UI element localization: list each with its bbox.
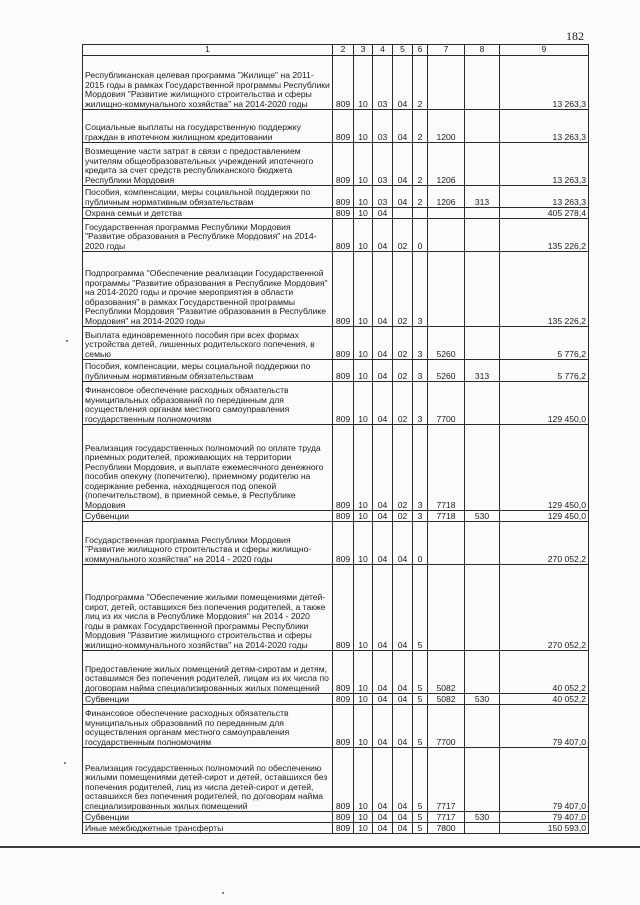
row-name-cell: Социальные выплаты на государственную поддержку граждан в ипотечном жилищном кредитовании — [83, 110, 333, 143]
row-code-cell: 809 — [333, 252, 354, 327]
row-code-cell: 10 — [354, 252, 373, 327]
row-code-cell: 10 — [354, 208, 373, 219]
row-sum-cell: 79 407,0 — [500, 748, 589, 812]
row-code-cell: 04 — [373, 382, 393, 425]
row-name-cell: Финансовое обеспечение расходных обязательств муниципальных образований по переданным для осуществления органам местного самоуправления государственным полномочиям — [83, 382, 333, 425]
row-code-cell: 02 — [393, 252, 413, 327]
row-code-cell — [428, 565, 465, 651]
row-name-cell: Пособия, компенсации, меры социальной поддержки по публичным нормативным обязательствам — [83, 360, 333, 382]
table-row — [83, 252, 589, 327]
row-code-cell: 809 — [333, 651, 354, 694]
row-code-cell: 530 — [465, 812, 500, 823]
row-name-cell: Республиканская целевая программа "Жилище" на 2011-2015 годы в рамках Государственной программы Республики Мордовия "Развитие жилищного строительства и сферы жилищно-коммунального хозяйства" на 2014-2020 годы — [83, 56, 333, 110]
row-sum-cell: 5 776,2 — [500, 327, 589, 360]
row-code-cell — [428, 208, 465, 219]
row-name-cell: Реализация государственных полномочий по обеспечению жилыми помещениями детей-сирот и детей, оставшихся без попечения родителей, лиц из числа детей-сирот и детей, оставшихся без попечения родителей, по договорам найма специализированных жилых помещений — [83, 748, 333, 812]
row-sum-cell: 40 052,2 — [500, 694, 589, 705]
row-code-cell: 5 — [413, 651, 428, 694]
row-code-cell: 5260 — [428, 360, 465, 382]
row-code-cell: 04 — [373, 565, 393, 651]
row-code-cell: 809 — [333, 511, 354, 522]
bottom-rule — [0, 846, 640, 848]
row-code-cell: 03 — [373, 186, 393, 208]
row-sum-cell: 129 450,0 — [500, 382, 589, 425]
row-code-cell: 530 — [465, 511, 500, 522]
row-sum-cell: 40 052,2 — [500, 651, 589, 694]
row-sum-cell: 5 776,2 — [500, 360, 589, 382]
row-code-cell: 02 — [393, 425, 413, 511]
row-code-cell: 02 — [393, 360, 413, 382]
row-code-cell: 809 — [333, 382, 354, 425]
row-code-cell: 04 — [393, 110, 413, 143]
row-name-cell: Государственная программа Республики Мордовия "Развитие образования в Республике Мордовия" на 2014-2020 годы — [83, 219, 333, 252]
row-code-cell: 313 — [465, 186, 500, 208]
table-row — [83, 812, 589, 823]
row-code-cell: 04 — [373, 748, 393, 812]
table-row — [83, 748, 589, 812]
row-code-cell: 3 — [413, 360, 428, 382]
row-code-cell: 5 — [413, 812, 428, 823]
row-code-cell: 04 — [393, 823, 413, 834]
row-code-cell: 10 — [354, 219, 373, 252]
row-code-cell: 2 — [413, 186, 428, 208]
row-code-cell: 10 — [354, 748, 373, 812]
row-code-cell — [465, 705, 500, 748]
row-sum-cell: 79 407,0 — [500, 812, 589, 823]
row-code-cell: 04 — [373, 522, 393, 565]
row-code-cell: 04 — [393, 143, 413, 186]
row-name-cell: Подпрограмма "Обеспечение жилыми помещениями детей-сирот, детей, оставшихся без попечения родителей, а также лиц из их числа в Республике Мордовия" на 2014 - 2020 годы в рамках Государственной программы Республики Мордовия "Развитие жилищного строительства и сферы жилищно-коммунального хозяйства" на 2014-2020 годы — [83, 565, 333, 651]
row-code-cell: 3 — [413, 425, 428, 511]
row-code-cell: 02 — [393, 511, 413, 522]
row-code-cell: 5 — [413, 705, 428, 748]
column-header: 3 — [354, 45, 373, 56]
row-code-cell: 7718 — [428, 425, 465, 511]
row-name-cell: Иные межбюджетные трансферты — [83, 823, 333, 834]
row-code-cell: 04 — [373, 425, 393, 511]
row-code-cell — [393, 208, 413, 219]
row-code-cell — [413, 208, 428, 219]
row-sum-cell: 13 263,3 — [500, 56, 589, 110]
column-header: 7 — [428, 45, 465, 56]
row-code-cell: 10 — [354, 522, 373, 565]
row-code-cell: 04 — [373, 812, 393, 823]
row-code-cell: 04 — [393, 812, 413, 823]
row-code-cell — [465, 425, 500, 511]
row-name-cell: Подпрограмма "Обеспечение реализации Государственной программы "Развитие образования в Республике Мордовия" на 2014-2020 годы и прочие мероприятия в области образования" в рамках Государственной программы Республики Мордовия "Развитие образования в Республике Мордовия" на 2014-2020 годы — [83, 252, 333, 327]
table-row — [83, 360, 589, 382]
row-code-cell — [465, 252, 500, 327]
row-code-cell: 809 — [333, 812, 354, 823]
row-name-cell: Государственная программа Республики Мордовия "Развитие жилищного строительства и сферы жилищно-коммунального хозяйства" на 2014 - 2020 годы — [83, 522, 333, 565]
row-code-cell: 1206 — [428, 186, 465, 208]
column-header: 5 — [393, 45, 413, 56]
row-code-cell: 313 — [465, 360, 500, 382]
table-row — [83, 219, 589, 252]
row-code-cell: 10 — [354, 186, 373, 208]
row-code-cell — [465, 651, 500, 694]
scan-speck — [66, 340, 68, 342]
row-code-cell: 04 — [373, 327, 393, 360]
row-code-cell: 809 — [333, 143, 354, 186]
row-code-cell: 809 — [333, 327, 354, 360]
row-code-cell: 03 — [373, 56, 393, 110]
row-name-cell: Выплата единовременного пособия при всех формах устройства детей, лишенных родительского попечения, в семью — [83, 327, 333, 360]
table-header-row — [83, 45, 589, 56]
table-row — [83, 327, 589, 360]
table-row — [83, 186, 589, 208]
row-code-cell: 809 — [333, 186, 354, 208]
table-row — [83, 522, 589, 565]
row-sum-cell: 270 052,2 — [500, 565, 589, 651]
row-code-cell — [465, 565, 500, 651]
row-code-cell: 3 — [413, 252, 428, 327]
row-code-cell: 10 — [354, 56, 373, 110]
column-header: 2 — [333, 45, 354, 56]
row-code-cell: 809 — [333, 705, 354, 748]
row-code-cell: 809 — [333, 208, 354, 219]
row-sum-cell: 13 263,3 — [500, 143, 589, 186]
budget-table — [82, 44, 589, 834]
row-code-cell: 10 — [354, 565, 373, 651]
row-code-cell: 03 — [373, 143, 393, 186]
table-row — [83, 110, 589, 143]
row-code-cell: 10 — [354, 327, 373, 360]
row-code-cell — [465, 382, 500, 425]
row-sum-cell: 79 407,0 — [500, 705, 589, 748]
row-code-cell — [465, 208, 500, 219]
row-code-cell: 0 — [413, 219, 428, 252]
row-code-cell: 10 — [354, 651, 373, 694]
row-name-cell: Пособия, компенсации, меры социальной поддержки по публичным нормативным обязательствам — [83, 186, 333, 208]
row-code-cell: 04 — [373, 694, 393, 705]
row-code-cell: 809 — [333, 219, 354, 252]
row-sum-cell: 135 226,2 — [500, 219, 589, 252]
table-row — [83, 382, 589, 425]
row-code-cell — [428, 252, 465, 327]
row-name-cell: Охрана семьи и детства — [83, 208, 333, 219]
row-code-cell — [428, 56, 465, 110]
row-code-cell — [465, 143, 500, 186]
row-code-cell — [428, 219, 465, 252]
row-code-cell: 04 — [393, 651, 413, 694]
table-row — [83, 511, 589, 522]
row-code-cell: 5260 — [428, 327, 465, 360]
row-code-cell: 809 — [333, 823, 354, 834]
row-code-cell: 5 — [413, 565, 428, 651]
row-code-cell: 2 — [413, 143, 428, 186]
row-code-cell: 809 — [333, 694, 354, 705]
row-code-cell: 02 — [393, 327, 413, 360]
row-code-cell: 3 — [413, 511, 428, 522]
row-code-cell: 10 — [354, 705, 373, 748]
row-code-cell: 809 — [333, 110, 354, 143]
row-code-cell — [465, 110, 500, 143]
row-code-cell: 2 — [413, 110, 428, 143]
row-name-cell: Предоставление жилых помещений детям-сиротам и детям, оставшимся без попечения родителей, лицам из их числа по договорам найма специализированных жилых помещений — [83, 651, 333, 694]
row-code-cell: 10 — [354, 511, 373, 522]
row-code-cell — [465, 327, 500, 360]
row-name-cell: Субвенции — [83, 511, 333, 522]
row-code-cell — [465, 56, 500, 110]
row-code-cell: 04 — [373, 651, 393, 694]
row-code-cell: 04 — [393, 565, 413, 651]
row-code-cell: 04 — [373, 823, 393, 834]
row-code-cell: 809 — [333, 360, 354, 382]
row-sum-cell: 150 593,0 — [500, 823, 589, 834]
row-name-cell: Возмещение части затрат в связи с предоставлением учителям общеобразовательных учреждений ипотечного кредита за счет средств республиканского бюджета Республики Мордовия — [83, 143, 333, 186]
row-code-cell: 3 — [413, 327, 428, 360]
column-header: 9 — [500, 45, 589, 56]
table-row — [83, 143, 589, 186]
row-code-cell: 809 — [333, 425, 354, 511]
row-sum-cell: 13 263,3 — [500, 186, 589, 208]
row-code-cell: 10 — [354, 360, 373, 382]
row-code-cell: 5 — [413, 823, 428, 834]
row-code-cell — [428, 522, 465, 565]
row-code-cell: 04 — [373, 208, 393, 219]
row-sum-cell: 129 450,0 — [500, 425, 589, 511]
row-code-cell: 03 — [373, 110, 393, 143]
row-code-cell: 809 — [333, 565, 354, 651]
column-header: 8 — [465, 45, 500, 56]
row-code-cell: 5 — [413, 694, 428, 705]
row-sum-cell: 270 052,2 — [500, 522, 589, 565]
row-name-cell: Реализация государственных полномочий по оплате труда приемных родителей, проживающих на территории Республики Мордовия, и выплате ежемесячного денежного пособия опекуну (попечителю), приемному родителю на содержание ребенка, находящегося под опекой (попечительством), в приемной семье, в Республике Мордовия — [83, 425, 333, 511]
row-code-cell — [465, 522, 500, 565]
scan-speck — [64, 762, 66, 764]
table-row — [83, 694, 589, 705]
row-code-cell: 3 — [413, 382, 428, 425]
table-row — [83, 705, 589, 748]
row-code-cell: 0 — [413, 522, 428, 565]
row-code-cell: 04 — [393, 56, 413, 110]
row-code-cell: 04 — [393, 186, 413, 208]
table-row — [83, 56, 589, 110]
row-code-cell: 1200 — [428, 110, 465, 143]
table-row — [83, 565, 589, 651]
table-row — [83, 425, 589, 511]
column-header: 4 — [373, 45, 393, 56]
page-number: 182 — [566, 29, 584, 43]
row-code-cell: 5082 — [428, 651, 465, 694]
row-code-cell: 04 — [373, 252, 393, 327]
row-code-cell: 1206 — [428, 143, 465, 186]
row-code-cell: 7800 — [428, 823, 465, 834]
table-row — [83, 651, 589, 694]
table-row — [83, 208, 589, 219]
row-code-cell: 10 — [354, 694, 373, 705]
row-code-cell: 04 — [393, 705, 413, 748]
row-code-cell: 10 — [354, 110, 373, 143]
row-code-cell: 809 — [333, 522, 354, 565]
table-row — [83, 823, 589, 834]
scan-speck — [222, 892, 224, 894]
row-code-cell: 809 — [333, 56, 354, 110]
row-code-cell: 10 — [354, 382, 373, 425]
row-code-cell: 5082 — [428, 694, 465, 705]
row-code-cell — [465, 823, 500, 834]
row-code-cell: 10 — [354, 812, 373, 823]
row-code-cell: 7700 — [428, 382, 465, 425]
row-name-cell: Субвенции — [83, 694, 333, 705]
row-code-cell: 04 — [373, 360, 393, 382]
column-header: 6 — [413, 45, 428, 56]
row-sum-cell: 405 278,4 — [500, 208, 589, 219]
row-sum-cell: 13 263,3 — [500, 110, 589, 143]
row-code-cell — [465, 219, 500, 252]
row-code-cell: 7717 — [428, 812, 465, 823]
row-code-cell: 7717 — [428, 748, 465, 812]
row-code-cell: 04 — [373, 511, 393, 522]
row-name-cell: Финансовое обеспечение расходных обязательств муниципальных образований по переданным для осуществления органам местного самоуправления государственным полномочиям — [83, 705, 333, 748]
row-code-cell: 530 — [465, 694, 500, 705]
row-code-cell: 02 — [393, 382, 413, 425]
row-name-cell: Субвенции — [83, 812, 333, 823]
row-code-cell: 02 — [393, 219, 413, 252]
row-code-cell: 04 — [373, 219, 393, 252]
row-code-cell: 04 — [393, 522, 413, 565]
row-sum-cell: 135 226,2 — [500, 252, 589, 327]
row-code-cell — [465, 748, 500, 812]
row-code-cell: 7700 — [428, 705, 465, 748]
row-code-cell: 10 — [354, 143, 373, 186]
row-code-cell: 04 — [393, 748, 413, 812]
row-code-cell: 04 — [373, 705, 393, 748]
row-code-cell: 04 — [393, 694, 413, 705]
row-code-cell: 2 — [413, 56, 428, 110]
row-code-cell: 5 — [413, 748, 428, 812]
row-code-cell: 10 — [354, 425, 373, 511]
row-code-cell: 809 — [333, 748, 354, 812]
row-code-cell: 7718 — [428, 511, 465, 522]
column-header: 1 — [83, 45, 333, 56]
row-sum-cell: 129 450,0 — [500, 511, 589, 522]
row-code-cell: 10 — [354, 823, 373, 834]
